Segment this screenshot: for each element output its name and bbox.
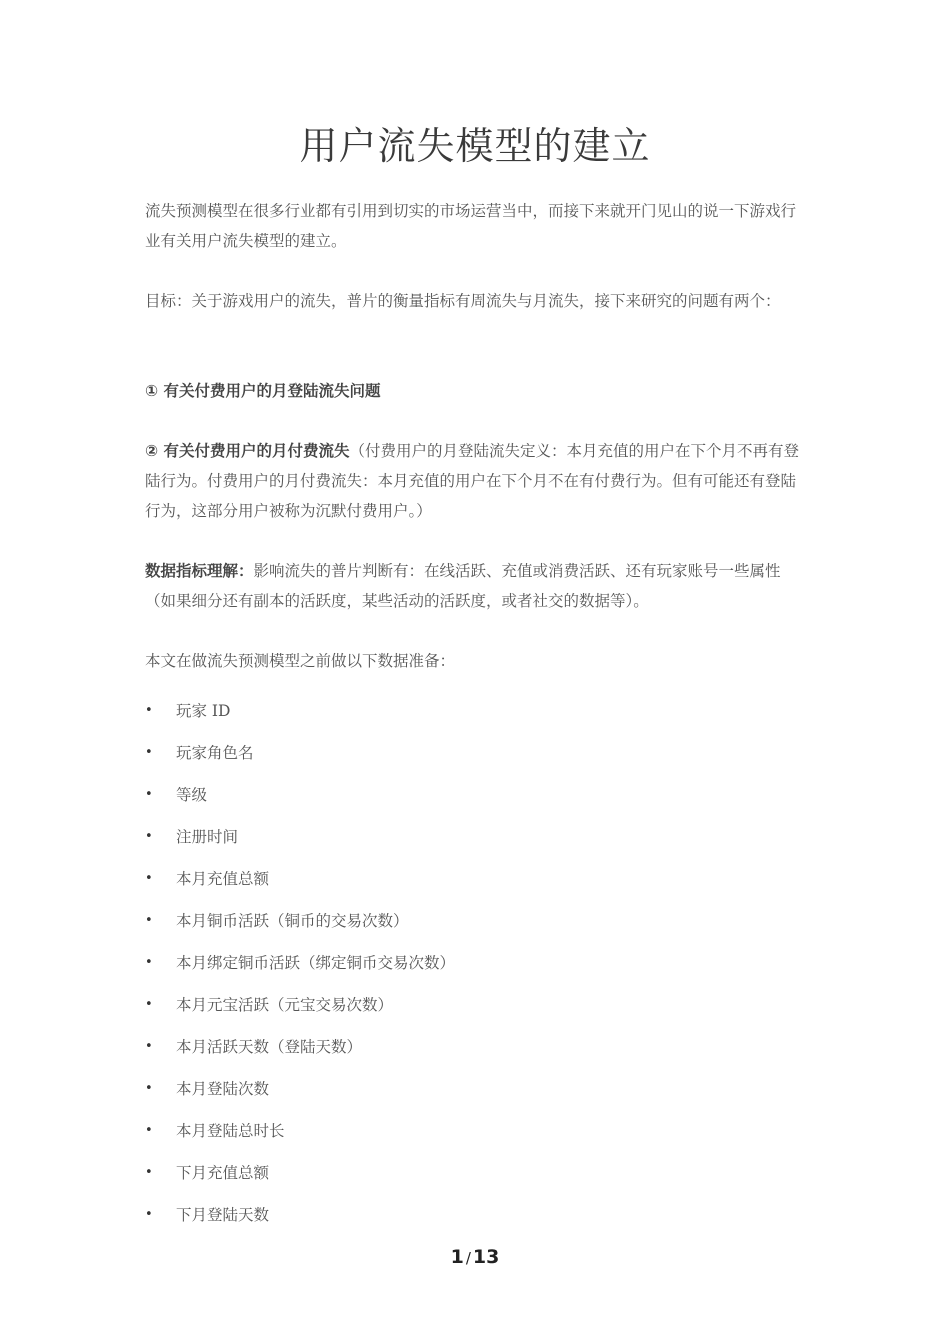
list-item — [145, 1116, 810, 1158]
question-two-text: （付费用户的月登陆流失定义：本月充值的用户在下个月不再有登陆行为。付费用户的月付费流失：本月充值的用户在下个月不在有付费行为。但有可能还有登陆行为，这部分用户被称为沉默付费用户。） — [145, 442, 800, 520]
bullet-icon: • — [145, 703, 153, 718]
question-one-label: ① 有关付费用户的月登陆流失问题 — [145, 382, 381, 400]
bullet-icon: • — [145, 745, 153, 760]
list-item — [145, 1200, 810, 1242]
list-item — [145, 948, 810, 990]
list-item — [145, 990, 810, 1032]
list-item — [145, 864, 810, 906]
prep-paragraph: 本文在做流失预测模型之前做以下数据准备： — [145, 652, 456, 670]
list-item — [145, 1032, 810, 1074]
list-item-text: 本月登陆总时长 — [176, 1122, 285, 1140]
metrics-paragraph — [145, 556, 810, 616]
list-item-text: 本月活跃天数（登陆天数） — [176, 1038, 363, 1056]
page-current: 1 — [450, 1246, 464, 1268]
list-item — [145, 906, 810, 948]
bullet-icon: • — [145, 913, 153, 928]
list-item-text: 注册时间 — [176, 828, 239, 846]
list-item-text: 本月铜币活跃（铜币的交易次数） — [176, 912, 409, 930]
question-one — [145, 376, 810, 406]
list-item-text: 本月登陆次数 — [176, 1080, 270, 1098]
bullet-icon: • — [145, 1123, 153, 1138]
list-item — [145, 1158, 810, 1200]
bullet-icon: • — [145, 1207, 153, 1222]
page-total: 13 — [472, 1246, 500, 1268]
bullet-icon: • — [145, 829, 153, 844]
bullet-icon: • — [145, 787, 153, 802]
list-item — [145, 1074, 810, 1116]
metrics-label: 数据指标理解： — [145, 562, 254, 580]
list-item-text: 玩家 ID — [176, 702, 231, 720]
page-title: 用户流失模型的建立 — [299, 124, 651, 168]
list-item-text: 本月绑定铜币活跃（绑定铜币交易次数） — [176, 954, 456, 972]
bullet-icon: • — [145, 955, 153, 970]
page-number — [0, 1246, 950, 1268]
list-item-text: 本月充值总额 — [176, 870, 270, 888]
goal-paragraph: 目标：关于游戏用户的流失，普片的衡量指标有周流失与月流失，接下来研究的问题有两个： — [145, 292, 781, 310]
bullet-icon: • — [145, 1165, 153, 1180]
bullet-icon: • — [145, 997, 153, 1012]
list-item — [145, 696, 810, 738]
bullet-icon: • — [145, 1081, 153, 1096]
list-item-text: 玩家角色名 — [176, 744, 254, 762]
list-item-text: 本月元宝活跃（元宝交易次数） — [176, 996, 394, 1014]
intro-paragraph: 流失预测模型在很多行业都有引用到切实的市场运营当中，而接下来就开门见山的说一下游戏行业有关用户流失模型的建立。 — [145, 202, 797, 250]
list-item-text: 等级 — [176, 786, 208, 804]
question-two — [145, 436, 810, 526]
list-item-text: 下月登陆天数 — [176, 1206, 270, 1224]
page-separator: / — [465, 1249, 471, 1267]
question-two-label: ② 有关付费用户的月付费流失 — [145, 442, 350, 460]
list-item-text: 下月充值总额 — [176, 1164, 270, 1182]
list-item — [145, 822, 810, 864]
list-item — [145, 738, 810, 780]
data-fields-list — [145, 696, 810, 1242]
bullet-icon: • — [145, 1039, 153, 1054]
bullet-icon: • — [145, 871, 153, 886]
metrics-text: 影响流失的普片判断有：在线活跃、充值或消费活跃、还有玩家账号一些属性（如果细分还有副本的活跃度，某些活动的活跃度，或者社交的数据等）。 — [145, 562, 781, 610]
list-item — [145, 780, 810, 822]
